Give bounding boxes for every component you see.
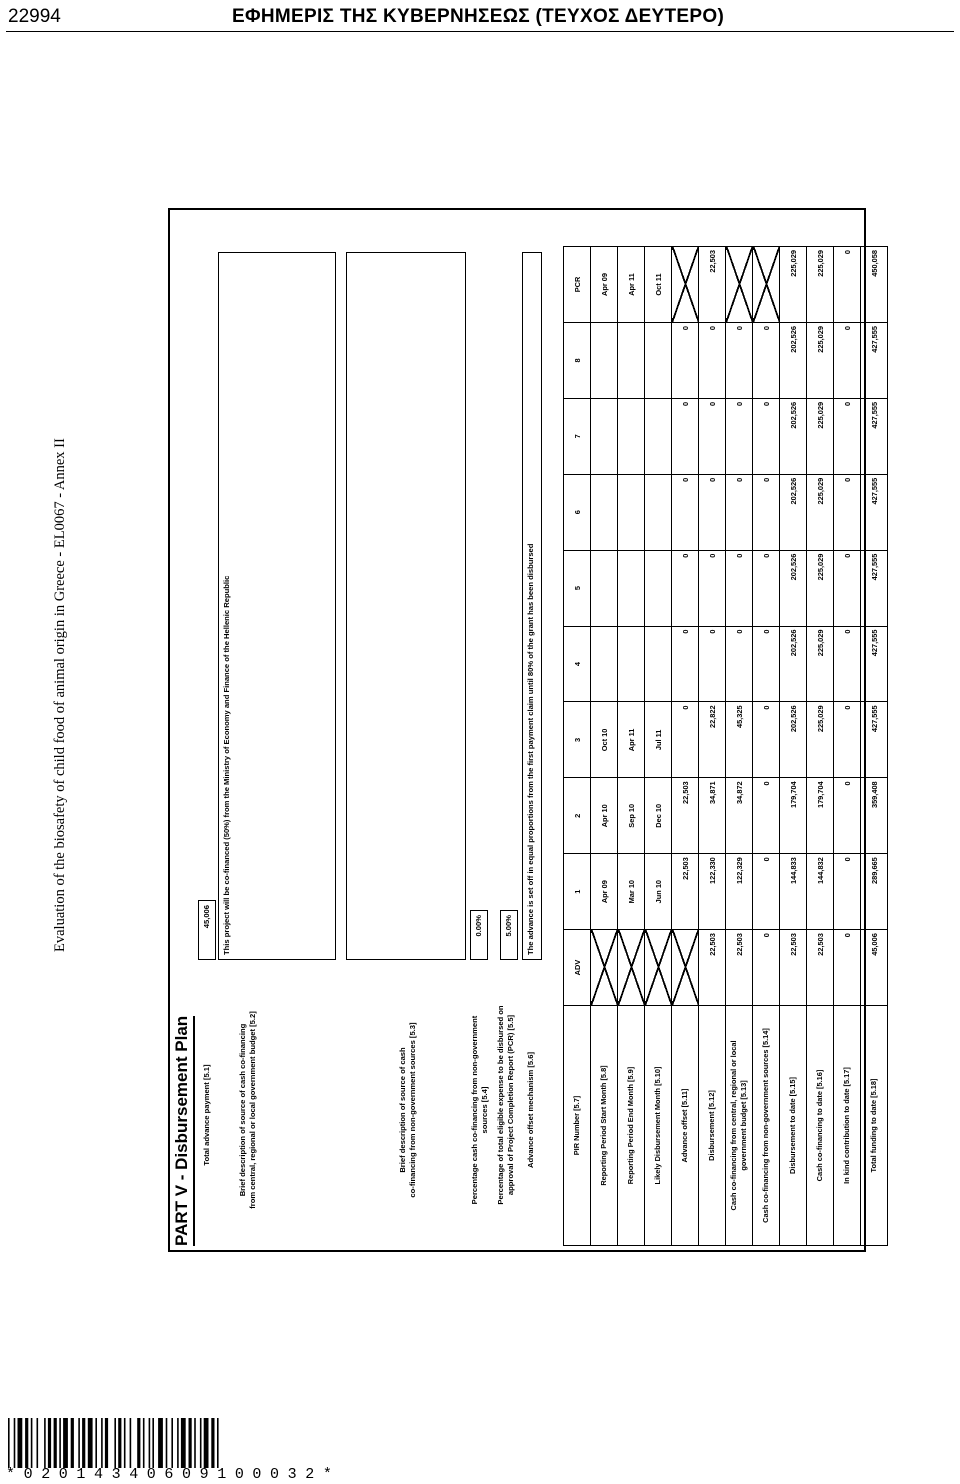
table-cell <box>591 398 618 474</box>
barcode-bar <box>59 1418 61 1468</box>
table-row <box>726 247 753 1246</box>
table-cell: 427,555 <box>861 322 888 398</box>
table-row <box>618 247 645 1246</box>
table-cell: 0 <box>726 398 753 474</box>
table-cell: 0 <box>753 550 780 626</box>
table-cell: 22,503 <box>672 778 699 854</box>
table-cell: Sep 10 <box>618 778 645 854</box>
table-cell: 225,029 <box>807 702 834 778</box>
field-label-nongovernment-percentage: Percentage cash co-financing from non-government sources [5.4] <box>470 1015 490 1205</box>
barcode-bar <box>166 1418 168 1468</box>
table-cell: 0 <box>699 550 726 626</box>
barcode-bar <box>78 1418 80 1468</box>
table-cell: Apr 09 <box>591 854 618 930</box>
table-cell: 34,871 <box>699 778 726 854</box>
table-cell: Mar 10 <box>618 854 645 930</box>
table-cell: Apr 10 <box>591 778 618 854</box>
table-cell <box>645 550 672 626</box>
barcode-bar <box>194 1418 196 1468</box>
table-cell: 34,872 <box>726 778 753 854</box>
field-value-total-advance: 45,006 <box>198 900 216 960</box>
table-cell: Jun 10 <box>645 854 672 930</box>
table-cell: 225,029 <box>807 398 834 474</box>
table-cell <box>618 550 645 626</box>
table-cell: 202,526 <box>780 626 807 702</box>
barcode-bar <box>149 1418 151 1468</box>
table-cell: 22,503 <box>807 930 834 1006</box>
table-cell: 0 <box>753 474 780 550</box>
table-cell-not-applicable <box>591 930 618 1006</box>
barcode-bar <box>158 1418 163 1468</box>
table-column-header: 6 <box>564 474 591 550</box>
form-rotated-content <box>170 210 879 1250</box>
table-cell: 0 <box>726 474 753 550</box>
barcode-bar <box>143 1418 145 1468</box>
table-cell: 22,503 <box>699 930 726 1006</box>
table-cell: Dec 10 <box>645 778 672 854</box>
table-cell: 427,555 <box>861 626 888 702</box>
table-cell: 202,526 <box>780 322 807 398</box>
table-row <box>780 247 807 1246</box>
table-cell: 225,029 <box>807 550 834 626</box>
annex-title: Evaluation of the biosafety of child food of animal origin in Greece - EL0067 - Annex II <box>52 438 68 952</box>
table-cell: 0 <box>753 322 780 398</box>
table-cell: 225,029 <box>807 322 834 398</box>
table-cell: 0 <box>672 474 699 550</box>
table-cell: 144,833 <box>780 854 807 930</box>
disbursement-table <box>563 246 888 1246</box>
table-cell: 0 <box>834 702 861 778</box>
barcode-bar <box>152 1418 154 1468</box>
table-cell: 225,029 <box>807 626 834 702</box>
table-cell: 225,029 <box>807 247 834 323</box>
barcode-number: *02014340609100032* <box>6 1466 341 1483</box>
table-cell: 45,325 <box>726 702 753 778</box>
barcode-bar <box>204 1418 209 1468</box>
table-row-label: Disbursement [5.12] <box>699 1006 726 1246</box>
table-cell: 0 <box>672 322 699 398</box>
table-column-header: 1 <box>564 854 591 930</box>
table-cell: 202,526 <box>780 550 807 626</box>
table-cell: 179,704 <box>780 778 807 854</box>
table-cell: Apr 11 <box>618 247 645 323</box>
field-label-pcr-percentage: Percentage of total eligible expense to be disbursed on approval of Project Completion Report (PCR) [5.5] <box>496 1005 516 1205</box>
table-header-row <box>564 247 591 1246</box>
table-cell: 0 <box>834 930 861 1006</box>
table-row <box>834 247 861 1246</box>
barcode-bar <box>189 1418 192 1468</box>
table-cell: 0 <box>834 322 861 398</box>
table-cell: 0 <box>726 626 753 702</box>
barcode-bar <box>31 1418 33 1468</box>
table-row <box>591 247 618 1246</box>
barcode-bar <box>124 1418 126 1468</box>
table-column-header: 5 <box>564 550 591 626</box>
table-cell: 450,058 <box>861 247 888 323</box>
table-cell <box>591 322 618 398</box>
page-header <box>0 0 960 34</box>
table-cell: 225,029 <box>780 247 807 323</box>
table-cell-not-applicable <box>753 247 780 323</box>
barcode-bar <box>88 1418 93 1468</box>
table-row-label: Advance offset [5.11] <box>672 1006 699 1246</box>
barcode-bar <box>63 1418 68 1468</box>
barcode-bar <box>44 1418 46 1468</box>
barcode-bar <box>200 1418 202 1468</box>
table-row <box>699 247 726 1246</box>
table-cell: 0 <box>699 626 726 702</box>
part-title: PART V - Disbursement Plan <box>172 1016 195 1246</box>
barcode-bar <box>101 1418 103 1468</box>
table-cell: 0 <box>699 398 726 474</box>
field-label-government-cofinancing: Brief description of source of cash co-financing from central, regional or local government budget [5.2] <box>238 1011 258 1209</box>
table-cell: 22,503 <box>726 930 753 1006</box>
table-cell: 179,704 <box>807 778 834 854</box>
table-cell: 22,822 <box>699 702 726 778</box>
table-cell: 0 <box>834 247 861 323</box>
table-cell: 359,408 <box>861 778 888 854</box>
table-row <box>753 247 780 1246</box>
table-cell: 202,526 <box>780 702 807 778</box>
table-column-header: 8 <box>564 322 591 398</box>
table-cell: 427,555 <box>861 474 888 550</box>
table-row <box>672 247 699 1246</box>
table-row-label: Disbursement to date [5.15] <box>780 1006 807 1246</box>
table-cell-not-applicable <box>672 930 699 1006</box>
table-cell: 225,029 <box>807 474 834 550</box>
table-cell <box>618 398 645 474</box>
field-value-nongovernment-percentage: 0.00% <box>470 910 488 960</box>
table-row <box>807 247 834 1246</box>
barcode-bar <box>82 1418 85 1468</box>
table-cell <box>591 550 618 626</box>
barcode-bar <box>25 1418 28 1468</box>
table-cell: 0 <box>834 550 861 626</box>
table-cell: 22,503 <box>780 930 807 1006</box>
table-cell: 0 <box>753 854 780 930</box>
table-row-label: Cash co-financing from central, regional or local government budget [5.13] <box>726 1006 753 1246</box>
table-cell <box>591 626 618 702</box>
table-cell: 289,665 <box>861 854 888 930</box>
table-cell-not-applicable <box>672 247 699 323</box>
barcode-bar <box>18 1418 23 1468</box>
barcode-bar <box>171 1418 173 1468</box>
barcode-bar <box>37 1418 39 1468</box>
barcode-bar <box>177 1418 179 1468</box>
table-cell: 0 <box>753 930 780 1006</box>
barcode-bar <box>181 1418 186 1468</box>
field-value-pcr-percentage: 5.00% <box>500 910 518 960</box>
table-cell: 0 <box>672 626 699 702</box>
disbursement-plan-form <box>168 208 879 1252</box>
table-cell-not-applicable <box>645 930 672 1006</box>
table-column-header: 7 <box>564 398 591 474</box>
table-row-label: Total funding to date [5.18] <box>861 1006 888 1246</box>
table-column-header: 2 <box>564 778 591 854</box>
table-cell: 0 <box>699 322 726 398</box>
table-cell: 0 <box>672 702 699 778</box>
table-cell: 0 <box>699 474 726 550</box>
table-cell <box>645 322 672 398</box>
table-cell: 0 <box>834 778 861 854</box>
table-cell: 0 <box>753 778 780 854</box>
table-cell: 202,526 <box>780 474 807 550</box>
table-row-label: Likely Disbursement Month [5.10] <box>645 1006 672 1246</box>
table-cell: 0 <box>672 550 699 626</box>
barcode-bar <box>211 1418 214 1468</box>
table-row <box>861 247 888 1246</box>
page-number: 22994 <box>8 6 61 27</box>
table-cell: 0 <box>834 854 861 930</box>
table-cell: 45,006 <box>861 930 888 1006</box>
table-header-label: PIR Number [5.7] <box>564 1006 591 1246</box>
table-cell: Jul 11 <box>645 702 672 778</box>
table-cell: 0 <box>753 398 780 474</box>
table-cell: 0 <box>753 702 780 778</box>
table-cell <box>645 474 672 550</box>
barcode-bar <box>71 1418 74 1468</box>
field-value-nongovernment-cofinancing <box>346 252 466 960</box>
table-cell-not-applicable <box>726 247 753 323</box>
table-column-header: ADV <box>564 930 591 1006</box>
table-row-label: Reporting Period Start Month [5.8] <box>591 1006 618 1246</box>
table-row-label: Cash co-financing from non-government sources [5.14] <box>753 1006 780 1246</box>
table-cell: 22,503 <box>672 854 699 930</box>
field-value-government-cofinancing: This project will be co-financed (50%) from the Ministry of Economy and Finance of the Hellenic Republic <box>218 252 336 960</box>
table-cell <box>618 626 645 702</box>
table-cell: 0 <box>672 398 699 474</box>
table-cell: 122,329 <box>726 854 753 930</box>
table-cell: 0 <box>834 398 861 474</box>
table-cell <box>645 626 672 702</box>
table-row-label: In kind contribution to date [5.17] <box>834 1006 861 1246</box>
table-cell: 122,330 <box>699 854 726 930</box>
table-cell <box>591 474 618 550</box>
table-cell: Apr 09 <box>591 247 618 323</box>
table-cell <box>618 322 645 398</box>
table-cell: 144,832 <box>807 854 834 930</box>
journal-title: ΕΦΗΜΕΡΙΣ ΤΗΣ ΚΥΒΕΡΝΗΣΕΩΣ (ΤΕΥΧΟΣ ΔΕΥΤΕΡΟ) <box>232 6 725 27</box>
table-cell: 22,503 <box>699 247 726 323</box>
barcode <box>8 1418 294 1468</box>
table-cell: 427,555 <box>861 550 888 626</box>
table-cell: 0 <box>726 550 753 626</box>
table-cell: 0 <box>753 626 780 702</box>
table-row-label: Cash co-financing to date [5.16] <box>807 1006 834 1246</box>
barcode-bar <box>118 1418 121 1468</box>
table-cell: Oct 11 <box>645 247 672 323</box>
barcode-bar <box>114 1418 116 1468</box>
barcode-bar <box>217 1418 219 1468</box>
field-label-nongovernment-cofinancing: Brief description of source of cash co-financing from non-government sources [5.3] <box>398 1022 418 1198</box>
table-cell-not-applicable <box>618 930 645 1006</box>
table-cell: 0 <box>834 626 861 702</box>
table-cell <box>618 474 645 550</box>
table-cell: 202,526 <box>780 398 807 474</box>
table-cell: 427,555 <box>861 702 888 778</box>
barcode-bar <box>8 1418 10 1468</box>
barcode-bar <box>130 1418 132 1468</box>
barcode-bar <box>105 1418 108 1468</box>
table-row <box>645 247 672 1246</box>
barcode-bar <box>14 1418 16 1468</box>
field-label-advance-offset-mechanism: Advance offset mechanism [5.6] <box>526 1051 535 1169</box>
table-cell: 0 <box>834 474 861 550</box>
header-rule <box>6 31 954 32</box>
table-row-label: Reporting Period End Month [5.9] <box>618 1006 645 1246</box>
table-column-header: PCR <box>564 247 591 323</box>
field-value-advance-offset-mechanism: The advance is set off in equal proportions from the first payment claim until 80% of the grant has been disbursed <box>522 252 542 960</box>
table-column-header: 4 <box>564 626 591 702</box>
table-cell: 427,555 <box>861 398 888 474</box>
barcode-bar <box>95 1418 97 1468</box>
table-cell: 0 <box>726 322 753 398</box>
barcode-bar <box>54 1418 57 1468</box>
table-cell <box>645 398 672 474</box>
table-cell: Oct 10 <box>591 702 618 778</box>
field-label-total-advance: Total advance payment [5.1] <box>202 1064 211 1166</box>
table-cell: Apr 11 <box>618 702 645 778</box>
table-column-header: 3 <box>564 702 591 778</box>
barcode-bar <box>137 1418 140 1468</box>
barcode-bar <box>48 1418 51 1468</box>
